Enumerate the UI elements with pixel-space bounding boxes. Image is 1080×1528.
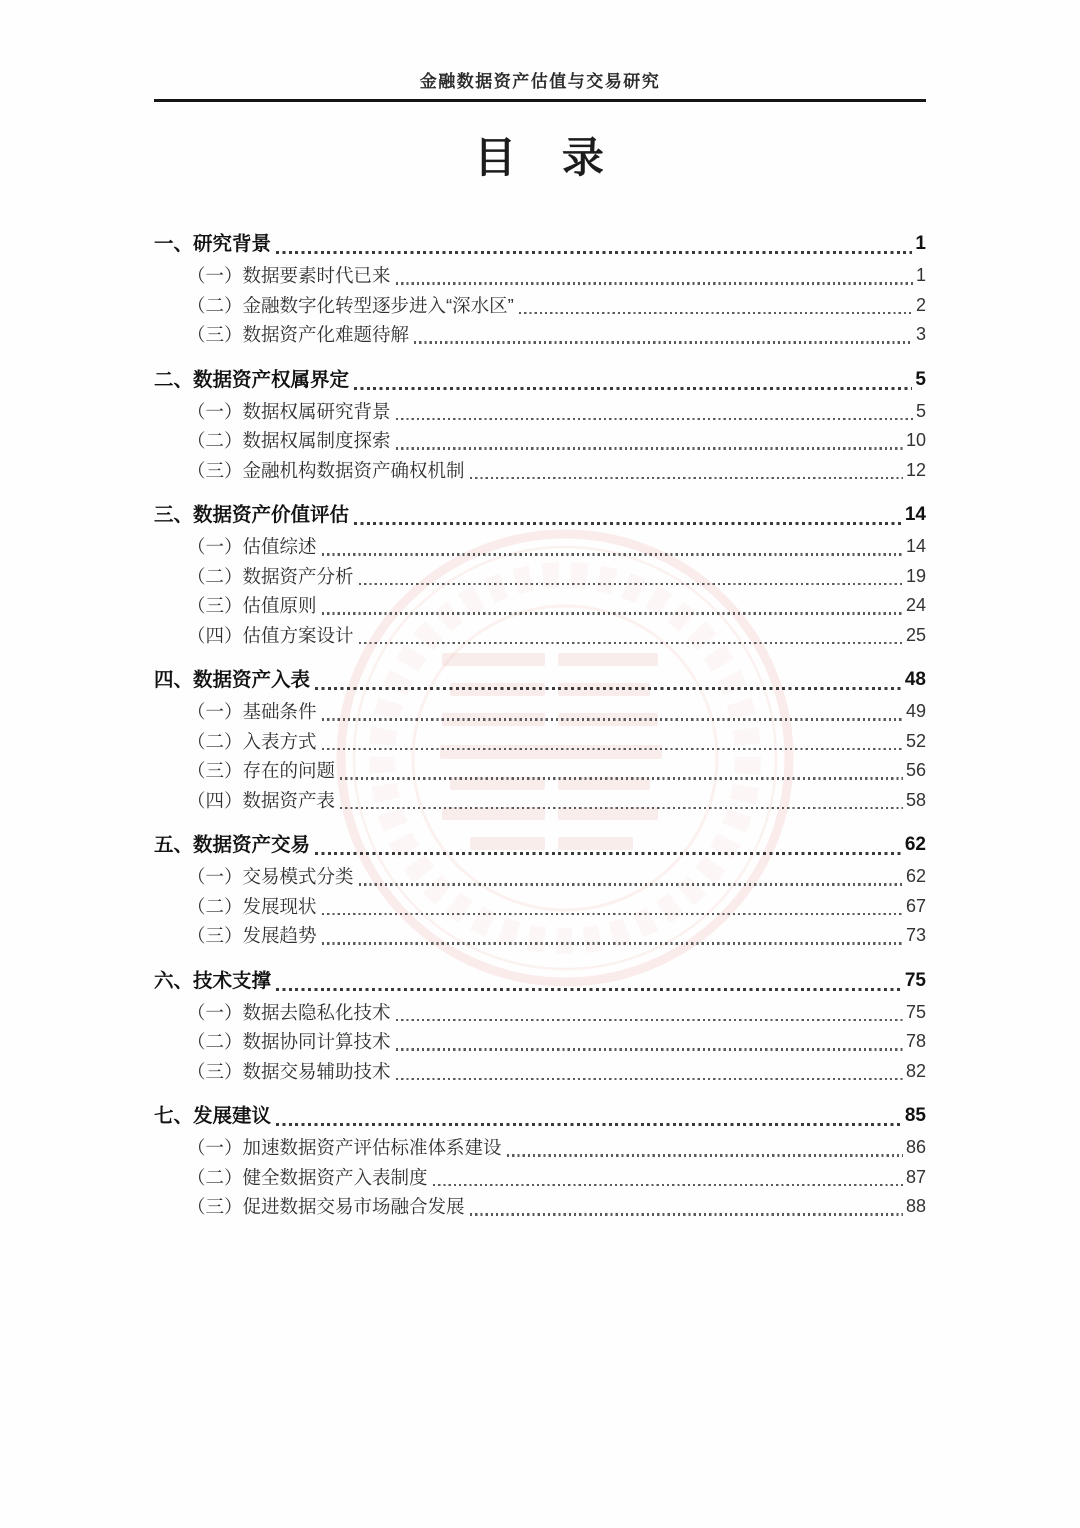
toc-entry-label: 七、发展建议 [154, 1105, 272, 1127]
dot-leader [340, 777, 903, 779]
dot-leader [359, 883, 903, 885]
dot-leader [354, 522, 902, 525]
toc-item-row [154, 621, 926, 651]
toc-item-row [154, 697, 926, 727]
page-number: 14 [905, 536, 926, 556]
dot-leader [470, 477, 903, 479]
dot-leader [396, 1019, 903, 1021]
toc-entry-label: （二）数据协同计算技术 [187, 1031, 391, 1052]
toc-entry-label: 六、技术支撑 [154, 969, 272, 992]
toc-entry-label: （一）基础条件 [187, 701, 317, 722]
dot-leader [470, 1213, 903, 1215]
dot-leader [276, 1123, 902, 1126]
toc-entry-label: （二）健全数据资产入表制度 [187, 1166, 428, 1188]
page-number: 12 [905, 459, 926, 480]
dot-leader [322, 718, 903, 720]
toc-entry-label: （四）数据资产表 [187, 789, 336, 811]
dot-leader [359, 583, 903, 585]
page-number: 5 [915, 400, 926, 421]
header-rule [154, 99, 926, 102]
toc-entry-label: 三、数据资产价值评估 [154, 504, 350, 526]
toc-item-row [154, 892, 926, 922]
toc-item-row [154, 261, 926, 291]
dot-leader [433, 1184, 903, 1186]
dot-leader [322, 748, 903, 750]
running-head-title: 金融数据资产估值与交易研究 [419, 72, 661, 91]
page-title: 目 录 [474, 134, 606, 181]
page-number: 75 [904, 969, 926, 991]
toc-entry-label: （二）入表方式 [187, 730, 317, 752]
page-number: 25 [905, 624, 926, 645]
toc-entry-label: （三）数据资产化难题待解 [187, 324, 410, 345]
page-number: 87 [905, 1166, 926, 1187]
dot-leader [276, 251, 912, 254]
toc-item-row [154, 786, 926, 816]
dot-leader [519, 312, 913, 314]
dot-leader [396, 447, 903, 449]
dot-leader [396, 418, 913, 420]
page-number: 19 [905, 565, 926, 586]
dot-leader [276, 988, 902, 991]
dot-leader [315, 687, 902, 690]
page-number: 1 [915, 265, 926, 285]
page-number: 10 [905, 430, 926, 450]
toc-chapter-row [154, 1099, 926, 1133]
toc-entry-label: 四、数据资产入表 [154, 669, 311, 691]
page-number: 75 [905, 1001, 926, 1022]
toc-item-row [154, 998, 926, 1028]
toc-item-row [154, 1057, 926, 1087]
dot-leader [396, 282, 913, 284]
page-number: 86 [905, 1137, 926, 1157]
page-number: 56 [905, 760, 926, 780]
page-number: 58 [905, 789, 926, 810]
page-number: 24 [905, 595, 926, 615]
toc-entry-label: （三）数据交易辅助技术 [187, 1060, 391, 1082]
toc-chapter-row [154, 828, 926, 862]
toc-entry-label: （三）发展趋势 [187, 925, 317, 946]
toc-item-row [154, 532, 926, 562]
table-of-contents [154, 227, 926, 1222]
page-number: 52 [905, 730, 926, 751]
toc-entry-label: （三）促进数据交易市场融合发展 [187, 1196, 465, 1217]
dot-leader [507, 1154, 903, 1156]
toc-item-row [154, 1192, 926, 1222]
dot-leader [322, 612, 903, 614]
toc-chapter-row [154, 498, 926, 532]
page-number: 73 [905, 925, 926, 945]
toc-entry-label: （三）估值原则 [187, 595, 317, 616]
page-number: 85 [904, 1105, 926, 1126]
toc-item-row [154, 291, 926, 321]
dot-leader [322, 553, 903, 555]
dot-leader [396, 1048, 903, 1050]
dot-leader [315, 852, 902, 855]
page-number: 3 [915, 324, 926, 344]
dot-leader [359, 642, 903, 644]
page-number: 48 [904, 669, 926, 690]
toc-item-row [154, 1163, 926, 1193]
page-number: 1 [915, 233, 926, 254]
page-number: 2 [915, 294, 926, 315]
page-number: 67 [905, 895, 926, 916]
toc-entry-label: （三）存在的问题 [187, 760, 336, 781]
dot-leader [322, 942, 903, 944]
toc-item-row [154, 320, 926, 350]
toc-entry-label: 二、数据资产权属界定 [154, 368, 350, 391]
toc-entry-label: （一）数据去隐私化技术 [187, 1001, 391, 1023]
toc-item-row [154, 862, 926, 892]
toc-item-row [154, 727, 926, 757]
dot-leader [322, 913, 903, 915]
dot-leader [354, 387, 912, 390]
toc-entry-label: （一）交易模式分类 [187, 866, 354, 887]
page-number: 88 [905, 1196, 926, 1216]
toc-item-row [154, 1133, 926, 1163]
page-number: 49 [905, 701, 926, 721]
toc-entry-label: （一）数据权属研究背景 [187, 400, 391, 422]
toc-item-row [154, 756, 926, 786]
dot-leader [340, 807, 903, 809]
page-number: 78 [905, 1031, 926, 1051]
toc-entry-label: （四）估值方案设计 [187, 624, 354, 646]
toc-entry-label: 一、研究背景 [154, 233, 272, 255]
toc-item-row [154, 397, 926, 427]
toc-entry-label: （二）发展现状 [187, 895, 317, 917]
toc-chapter-row [154, 227, 926, 261]
toc-entry-label: 五、数据资产交易 [154, 834, 311, 856]
toc-item-row [154, 426, 926, 456]
page-content [154, 0, 926, 1222]
toc-item-row [154, 562, 926, 592]
page-number: 62 [905, 866, 926, 886]
toc-chapter-row [154, 663, 926, 697]
toc-chapter-row [154, 363, 926, 397]
toc-entry-label: （二）数据权属制度探索 [187, 430, 391, 451]
page-number: 62 [904, 834, 926, 855]
toc-item-row [154, 591, 926, 621]
toc-item-row [154, 1027, 926, 1057]
toc-item-row [154, 921, 926, 951]
toc-entry-label: （一）加速数据资产评估标准体系建设 [187, 1137, 502, 1158]
page-number: 14 [904, 504, 926, 525]
page-number: 5 [915, 368, 926, 390]
toc-entry-label: （二）数据资产分析 [187, 565, 354, 587]
dot-leader [414, 341, 913, 343]
toc-entry-label: （一）估值综述 [187, 536, 317, 557]
toc-item-row [154, 456, 926, 486]
toc-entry-label: （一）数据要素时代已来 [187, 265, 391, 286]
toc-entry-label: （二）金融数字化转型逐步进入“深水区” [187, 294, 514, 316]
dot-leader [396, 1078, 903, 1080]
page-number: 82 [905, 1060, 926, 1081]
toc-entry-label: （三）金融机构数据资产确权机制 [187, 459, 465, 481]
toc-chapter-row [154, 964, 926, 998]
